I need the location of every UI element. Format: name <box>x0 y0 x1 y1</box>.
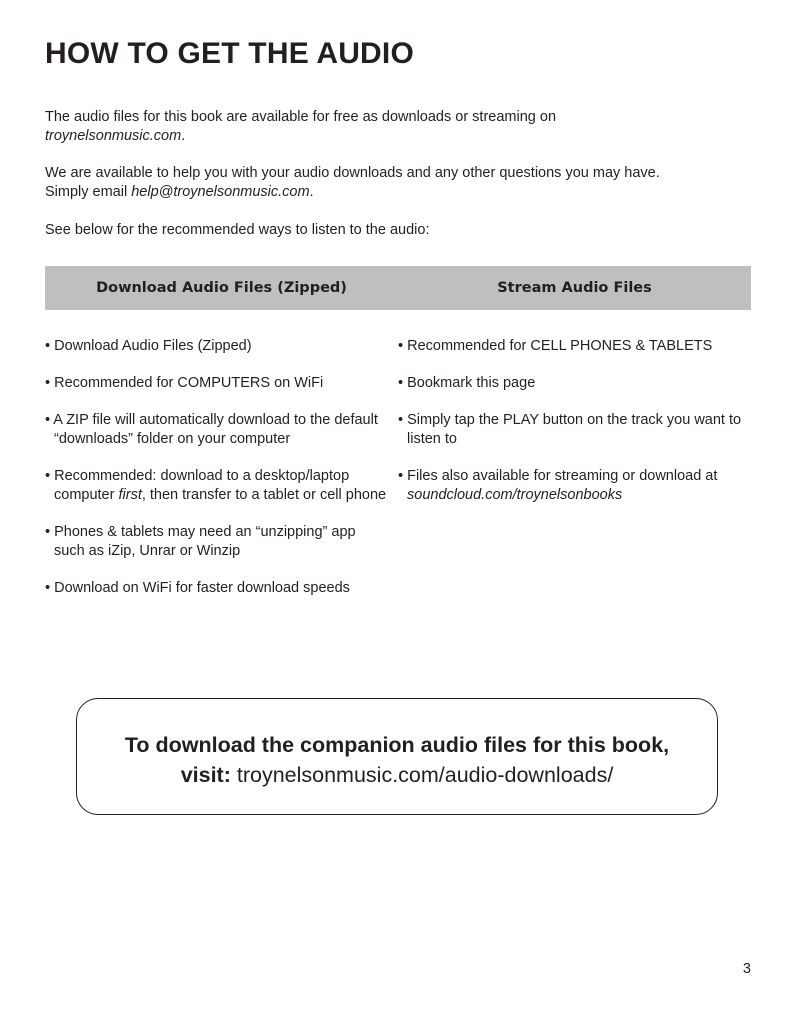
stream-options-list <box>398 337 758 523</box>
options-header-bar <box>45 266 751 310</box>
list-item-text: • Files also available for streaming or download at <box>398 468 718 484</box>
list-item: • A ZIP file will automatically download to the default “downloads” folder on your computer <box>45 412 378 447</box>
callout-visit-label: visit: <box>180 763 231 787</box>
intro-help-text: We are available to help you with your audio downloads and any other questions you may have. <box>45 165 660 181</box>
list-item: • Recommended for COMPUTERS on WiFi <box>45 375 324 391</box>
intro-help-end: . <box>309 184 314 200</box>
list-item: • Phones & tablets may need an “unzipping” app such as iZip, Unrar or Winzip <box>45 524 356 559</box>
list-item: • Download Audio Files (Zipped) <box>45 338 252 354</box>
list-item <box>45 467 390 505</box>
list-item-text: • Recommended: download to a desktop/laptop computer <box>45 468 350 503</box>
callout-heading: To download the companion audio files for this book, <box>124 733 670 757</box>
intro-paragraph-recommended: See below for the recommended ways to listen to the audio: <box>45 222 430 238</box>
help-email-link[interactable]: help@troynelsonmusic.com <box>131 184 310 200</box>
audio-downloads-link[interactable]: troynelsonmusic.com/audio-downloads/ <box>230 763 614 787</box>
list-item: • Bookmark this page <box>398 375 536 391</box>
list-item-emphasis: first <box>118 487 142 503</box>
list-item: • Download on WiFi for faster download speeds <box>45 580 350 596</box>
intro-availability-text: The audio files for this book are available for free as downloads or streaming on <box>45 109 557 125</box>
soundcloud-link[interactable]: soundcloud.com/troynelsonbooks <box>407 487 623 503</box>
list-item-text: , then transfer to a tablet or cell phone <box>141 487 387 503</box>
download-callout-box <box>76 698 718 815</box>
intro-paragraph-help <box>45 164 660 202</box>
download-column-header: Download Audio Files (Zipped) <box>96 280 347 296</box>
page-number: 3 <box>742 961 751 977</box>
site-link[interactable]: troynelsonmusic.com <box>45 128 182 144</box>
callout-visit-line <box>77 761 717 789</box>
list-item: • Simply tap the PLAY button on the track you want to listen to <box>398 412 742 447</box>
intro-paragraph-availability <box>45 108 556 146</box>
download-options-list <box>45 337 390 616</box>
list-item <box>398 467 758 505</box>
stream-column-header: Stream Audio Files <box>497 280 652 296</box>
page-title: HOW TO GET THE AUDIO <box>45 37 414 70</box>
list-item: • Recommended for CELL PHONES & TABLETS <box>398 338 713 354</box>
intro-help-prefix: Simply email <box>45 184 132 200</box>
intro-availability-end: . <box>181 128 186 144</box>
